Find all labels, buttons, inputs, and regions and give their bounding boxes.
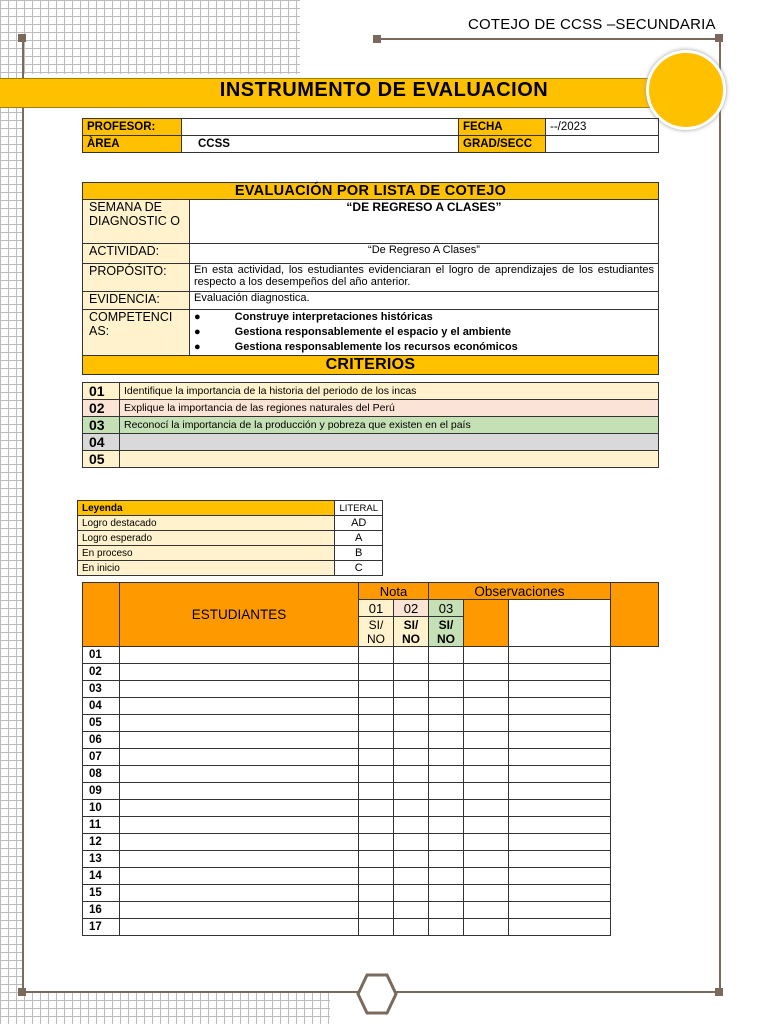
student-cell[interactable] [464, 851, 509, 868]
student-cell[interactable] [394, 715, 429, 732]
student-cell[interactable] [464, 766, 509, 783]
student-cell[interactable] [509, 749, 611, 766]
observaciones-header: Observaciones [429, 583, 611, 600]
leyenda-label: En inicio [78, 561, 335, 576]
student-name-cell[interactable] [120, 715, 359, 732]
student-cell[interactable] [394, 681, 429, 698]
student-cell[interactable] [464, 732, 509, 749]
evaluation-heading: EVALUACIÓN POR LISTA DE COTEJO [83, 183, 659, 200]
student-name-cell[interactable] [120, 834, 359, 851]
student-name-cell[interactable] [120, 902, 359, 919]
frame-dot [18, 988, 26, 996]
criterio-number: 05 [83, 451, 120, 468]
student-cell[interactable] [429, 715, 464, 732]
student-cell[interactable] [509, 783, 611, 800]
student-cell[interactable] [429, 868, 464, 885]
student-cell[interactable] [509, 766, 611, 783]
grad-label: GRAD/SECC [459, 136, 546, 153]
student-cell[interactable] [464, 783, 509, 800]
proposito-value: En esta actividad, los estudiantes evidenciaran el logro de aprendizajes de los estudiantes respecto a los desempeños del año anterior. [190, 264, 659, 292]
leyenda-value: B [335, 546, 383, 561]
leyenda-label: Logro destacado [78, 516, 335, 531]
criterio-text[interactable] [120, 451, 659, 468]
criterio-number: 02 [83, 400, 120, 417]
row-number: 08 [83, 766, 120, 783]
student-cell[interactable] [429, 664, 464, 681]
sino-header: SI/ NO [429, 617, 464, 647]
student-cell[interactable] [394, 919, 429, 936]
criterio-text[interactable] [120, 434, 659, 451]
student-cell[interactable] [359, 647, 394, 664]
header-corner [83, 583, 120, 647]
grid-background-left [0, 0, 22, 1024]
semana-label: SEMANA DE DIAGNOSTIC O [83, 200, 190, 244]
bullet-icon: ● [194, 341, 201, 353]
bullet-icon: ● [194, 326, 201, 338]
sino-header: SI/ NO [394, 617, 429, 647]
student-cell[interactable] [464, 715, 509, 732]
leyenda-value: AD [335, 516, 383, 531]
student-cell[interactable] [509, 732, 611, 749]
student-name-cell[interactable] [120, 749, 359, 766]
row-number: 01 [83, 647, 120, 664]
student-cell[interactable] [359, 919, 394, 936]
student-cell[interactable] [429, 834, 464, 851]
student-cell[interactable] [429, 919, 464, 936]
student-name-cell[interactable] [120, 817, 359, 834]
row-number: 13 [83, 851, 120, 868]
student-cell[interactable] [509, 902, 611, 919]
student-cell[interactable] [429, 766, 464, 783]
literal-header: LITERAL [335, 501, 383, 516]
row-number: 17 [83, 919, 120, 936]
leyenda-table [77, 500, 383, 576]
student-cell[interactable] [509, 834, 611, 851]
row-number: 03 [83, 681, 120, 698]
bullet-icon: ● [194, 311, 201, 323]
student-cell[interactable] [429, 800, 464, 817]
student-cell[interactable] [394, 749, 429, 766]
actividad-value: “De Regreso A Clases” [190, 244, 659, 264]
criterio-number: 04 [83, 434, 120, 451]
student-cell[interactable] [359, 885, 394, 902]
leyenda-label: En proceso [78, 546, 335, 561]
student-cell[interactable] [464, 868, 509, 885]
student-cell[interactable] [394, 647, 429, 664]
table-row [83, 664, 659, 681]
table-row [83, 698, 659, 715]
table-row [83, 817, 659, 834]
leyenda-value: C [335, 561, 383, 576]
leyenda-value: A [335, 531, 383, 546]
nota-header: Nota [359, 583, 429, 600]
table-row [83, 732, 659, 749]
evidencia-label: EVIDENCIA: [83, 292, 190, 310]
table-row [83, 902, 659, 919]
leyenda-label: Logro esperado [78, 531, 335, 546]
info-table [82, 118, 659, 153]
row-number: 11 [83, 817, 120, 834]
student-cell[interactable] [394, 817, 429, 834]
student-cell[interactable] [359, 834, 394, 851]
table-row [83, 851, 659, 868]
row-number: 15 [83, 885, 120, 902]
student-name-cell[interactable] [120, 783, 359, 800]
student-cell[interactable] [464, 834, 509, 851]
row-number: 06 [83, 732, 120, 749]
criterio-col-01: 01 [359, 600, 394, 617]
criterio-col-02: 02 [394, 600, 429, 617]
student-name-cell[interactable] [120, 732, 359, 749]
student-cell[interactable] [509, 868, 611, 885]
student-name-cell[interactable] [120, 647, 359, 664]
leyenda-title: Leyenda [78, 501, 335, 516]
frame-line [22, 38, 24, 992]
criterio-text: Reconocí la importancia de la producción y pobreza que existen en el país [120, 417, 659, 434]
row-number: 10 [83, 800, 120, 817]
area-label: ÀREA [83, 136, 182, 153]
row-number: 02 [83, 664, 120, 681]
student-cell[interactable] [464, 664, 509, 681]
student-name-cell[interactable] [120, 919, 359, 936]
student-cell[interactable] [464, 647, 509, 664]
student-cell[interactable] [429, 698, 464, 715]
student-name-cell[interactable] [120, 698, 359, 715]
student-cell[interactable] [509, 800, 611, 817]
criterio-row [83, 400, 659, 417]
student-cell[interactable] [429, 749, 464, 766]
criterio-text: Identifique la importancia de la historia del periodo de los incas [120, 383, 659, 400]
profesor-field[interactable] [182, 119, 459, 136]
student-cell[interactable] [429, 647, 464, 664]
student-name-cell[interactable] [120, 664, 359, 681]
student-cell[interactable] [394, 902, 429, 919]
fecha-label: FECHA [459, 119, 546, 136]
student-cell[interactable] [359, 868, 394, 885]
row-number: 04 [83, 698, 120, 715]
student-cell[interactable] [394, 766, 429, 783]
student-name-cell[interactable] [120, 851, 359, 868]
student-name-cell[interactable] [120, 885, 359, 902]
students-table [82, 582, 659, 936]
student-cell[interactable] [359, 783, 394, 800]
criterio-row [83, 417, 659, 434]
frame-dot [18, 34, 26, 42]
student-cell[interactable] [359, 732, 394, 749]
student-cell[interactable] [359, 681, 394, 698]
criterio-number: 03 [83, 417, 120, 434]
student-cell[interactable] [464, 817, 509, 834]
student-cell[interactable] [509, 919, 611, 936]
table-row [83, 783, 659, 800]
student-name-cell[interactable] [120, 766, 359, 783]
row-number: 07 [83, 749, 120, 766]
student-cell[interactable] [509, 664, 611, 681]
student-name-cell[interactable] [120, 800, 359, 817]
student-cell[interactable] [394, 698, 429, 715]
student-cell[interactable] [359, 766, 394, 783]
criterios-heading: CRITERIOS [83, 356, 659, 375]
student-cell[interactable] [359, 902, 394, 919]
student-cell[interactable] [359, 817, 394, 834]
student-cell[interactable] [429, 851, 464, 868]
student-cell[interactable] [464, 800, 509, 817]
criterio-col-03: 03 [429, 600, 464, 617]
student-cell[interactable] [394, 851, 429, 868]
proposito-label: PROPÓSITO: [83, 264, 190, 292]
student-cell[interactable] [394, 783, 429, 800]
student-cell[interactable] [509, 647, 611, 664]
student-cell[interactable] [394, 885, 429, 902]
actividad-label: ACTIVIDAD: [83, 244, 190, 264]
competencia-item: ● Gestiona responsablemente los recursos económicos [194, 341, 518, 353]
criterio-row [83, 434, 659, 451]
competencias-label: COMPETENCI AS: [83, 310, 190, 356]
student-name-cell[interactable] [120, 868, 359, 885]
students-header: ESTUDIANTES [120, 583, 359, 647]
student-cell[interactable] [429, 732, 464, 749]
table-row [83, 919, 659, 936]
grad-field[interactable] [546, 136, 659, 153]
student-cell[interactable] [509, 851, 611, 868]
student-cell[interactable] [464, 749, 509, 766]
sino-header: SI/ NO [359, 617, 394, 647]
frame-line [719, 38, 721, 992]
criterio-number: 01 [83, 383, 120, 400]
student-cell[interactable] [509, 698, 611, 715]
frame-dot [715, 988, 723, 996]
table-row [83, 885, 659, 902]
table-row [83, 766, 659, 783]
table-row [83, 868, 659, 885]
row-number: 09 [83, 783, 120, 800]
hexagon-icon [356, 972, 398, 1016]
student-cell[interactable] [509, 715, 611, 732]
student-cell[interactable] [429, 902, 464, 919]
student-cell[interactable] [429, 817, 464, 834]
row-number: 16 [83, 902, 120, 919]
criterio-text: Explique la importancia de las regiones naturales del Perú [120, 400, 659, 417]
observaciones-col [464, 600, 509, 647]
grid-background-top [0, 0, 300, 74]
semana-value: “DE REGRESO A CLASES” [190, 200, 659, 244]
frame-dot [373, 35, 381, 43]
student-cell[interactable] [464, 885, 509, 902]
table-row [83, 681, 659, 698]
student-cell[interactable] [359, 664, 394, 681]
criterios-table [82, 382, 659, 468]
document-header-title: COTEJO DE CCSS –SECUNDARIA [468, 16, 716, 33]
student-cell[interactable] [394, 800, 429, 817]
table-row [83, 749, 659, 766]
competencias-list [190, 310, 659, 356]
row-number: 05 [83, 715, 120, 732]
evidencia-value: Evaluación diagnostica. [190, 292, 659, 310]
competencia-item: ● Gestiona responsablemente el espacio y el ambiente [194, 326, 511, 338]
frame-dot [715, 34, 723, 42]
student-cell[interactable] [359, 749, 394, 766]
student-cell[interactable] [509, 885, 611, 902]
table-row [83, 834, 659, 851]
student-cell[interactable] [464, 902, 509, 919]
area-field[interactable]: CCSS [182, 136, 459, 153]
student-cell[interactable] [359, 851, 394, 868]
row-number: 14 [83, 868, 120, 885]
student-cell[interactable] [394, 664, 429, 681]
student-cell[interactable] [464, 681, 509, 698]
banner-title: INSTRUMENTO DE EVALUACION [219, 79, 549, 101]
grid-background-bottom [0, 992, 330, 1024]
extra-header [610, 583, 658, 647]
student-cell[interactable] [509, 817, 611, 834]
competencia-item: ● Construye interpretaciones históricas [194, 311, 433, 323]
student-cell[interactable] [429, 783, 464, 800]
fecha-field[interactable]: --/2023 [546, 119, 659, 136]
student-cell[interactable] [359, 800, 394, 817]
evaluation-table [82, 182, 659, 375]
table-row [83, 800, 659, 817]
criterio-row [83, 451, 659, 468]
student-cell[interactable] [394, 868, 429, 885]
student-cell[interactable] [359, 715, 394, 732]
table-row [83, 715, 659, 732]
student-cell[interactable] [509, 681, 611, 698]
table-row [83, 647, 659, 664]
criterio-row [83, 383, 659, 400]
student-cell[interactable] [464, 698, 509, 715]
student-cell[interactable] [429, 885, 464, 902]
row-number: 12 [83, 834, 120, 851]
frame-line [376, 38, 719, 40]
student-cell[interactable] [394, 834, 429, 851]
student-name-cell[interactable] [120, 681, 359, 698]
student-cell[interactable] [394, 732, 429, 749]
student-cell[interactable] [429, 681, 464, 698]
profesor-label: PROFESOR: [83, 119, 182, 136]
student-cell[interactable] [464, 919, 509, 936]
student-cell[interactable] [359, 698, 394, 715]
